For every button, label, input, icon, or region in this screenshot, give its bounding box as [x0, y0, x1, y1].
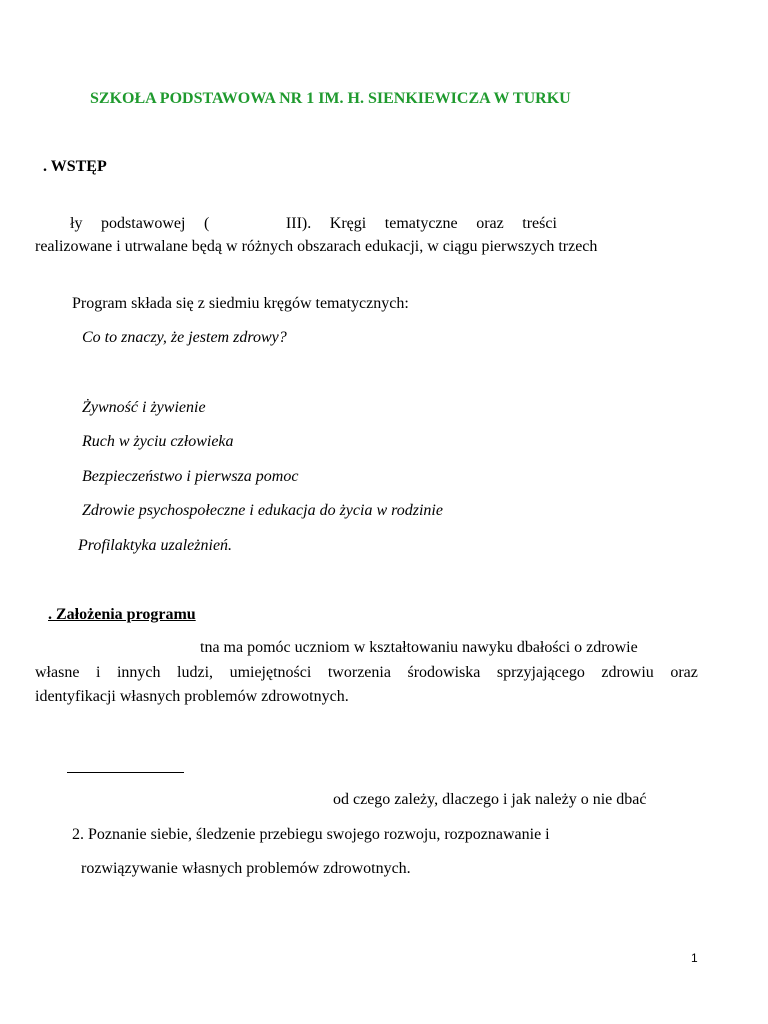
intro-word: Kręgi: [329, 215, 367, 232]
intro-word: ły: [70, 215, 83, 232]
assumptions-word: umiejętności: [229, 664, 312, 681]
program-item: Profilaktyka uzależnień.: [78, 537, 233, 554]
intro-word: oraz: [476, 215, 504, 232]
heading-text: . Założenia programu: [48, 606, 196, 623]
intro-word: treści: [522, 215, 557, 232]
program-item: Bezpieczeństwo i pierwsza pomoc: [82, 468, 299, 485]
intro-word: tematyczne: [384, 215, 458, 232]
assumptions-line-2: [35, 663, 698, 683]
assumptions-word: i: [95, 664, 101, 681]
document-title: SZKOŁA PODSTAWOWA NR 1 IM. H. SIENKIEWICZA W TURKU: [90, 90, 571, 107]
program-item: Żywność i żywienie: [82, 399, 206, 416]
intro-line-1: [70, 214, 557, 234]
intro-line-2: realizowane i utrwalane będą w różnych obszarach edukacji, w ciągu pierwszych trzech: [35, 238, 598, 255]
assumptions-line-1: tna ma pomóc uczniom w kształtowaniu nawyku dbałości o zdrowie: [200, 639, 638, 656]
assumptions-word: sprzyjającego: [496, 664, 585, 681]
assumptions-word: tworzenia: [327, 664, 391, 681]
program-item: Co to znaczy, że jestem zdrowy?: [82, 329, 287, 346]
assumptions-word: środowiska: [407, 664, 481, 681]
program-item: Zdrowie psychospołeczne i edukacja do życia w rodzinie: [82, 502, 443, 519]
section-heading-assumptions: [48, 605, 196, 625]
page-number: 1: [691, 951, 698, 965]
goals-line-1: od czego zależy, dlaczego i jak należy o nie dbać: [333, 791, 647, 808]
assumptions-word: innych: [116, 664, 161, 681]
assumptions-word: ludzi,: [177, 664, 214, 681]
goals-item-2-line-1: 2. Poznanie siebie, śledzenie przebiegu swojego rozwoju, rozpoznawanie i: [72, 826, 550, 843]
assumptions-word: zdrowiu: [601, 664, 654, 681]
assumptions-line-3: identyfikacji własnych problemów zdrowotnych.: [35, 688, 349, 705]
intro-word: podstawowej: [101, 215, 186, 232]
intro-word: (: [204, 215, 210, 232]
assumptions-word: własne: [35, 664, 80, 681]
assumptions-word: oraz: [670, 664, 698, 681]
section-heading-intro: . WSTĘP: [43, 158, 107, 175]
program-lead: Program składa się z siedmiu kręgów tematycznych:: [72, 295, 409, 312]
intro-word: III).: [285, 215, 312, 232]
goals-item-2-line-2: rozwiązywanie własnych problemów zdrowotnych.: [81, 860, 411, 877]
program-item: Ruch w życiu człowieka: [82, 433, 234, 450]
underline-rule: [67, 772, 184, 773]
